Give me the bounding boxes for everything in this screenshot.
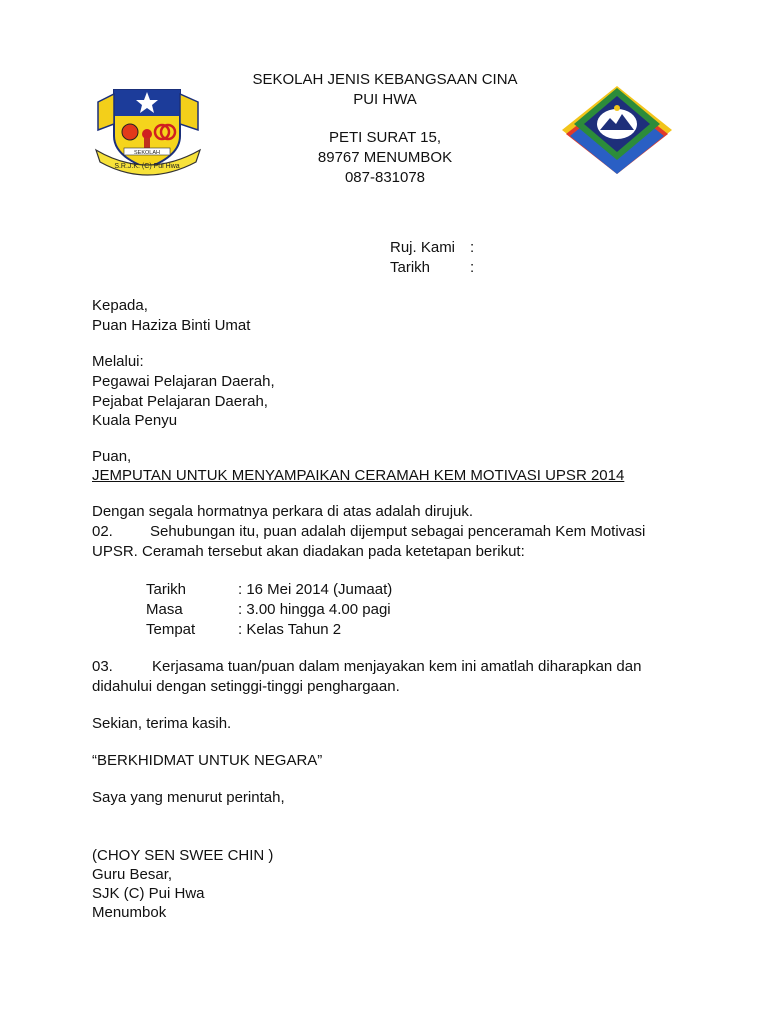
detail-row-place bbox=[146, 620, 341, 640]
via-line2: Pejabat Pelajaran Daerah, bbox=[92, 393, 268, 410]
phone-number: 087-831078 bbox=[344, 169, 426, 186]
ruj-kami-colon: : bbox=[470, 239, 475, 256]
paragraph-2-line2: UPSR. Ceramah tersebut akan diadakan pada ketetapan berikut: bbox=[92, 543, 525, 560]
ruj-kami-label: Ruj. Kami bbox=[390, 239, 456, 256]
to-label: Kepada, bbox=[92, 297, 148, 314]
tarikh-colon: : bbox=[470, 259, 475, 276]
via-label: Melalui: bbox=[92, 353, 144, 370]
via-line1: Pegawai Pelajaran Daerah, bbox=[92, 373, 275, 390]
detail-value: : 16 Mei 2014 (Jumaat) bbox=[238, 581, 393, 598]
ministry-logo bbox=[560, 84, 675, 184]
salutation: Puan, bbox=[92, 448, 132, 465]
letterhead bbox=[200, 70, 570, 110]
detail-value: : 3.00 hingga 4.00 pagi bbox=[238, 601, 391, 618]
detail-label: Tempat bbox=[146, 621, 196, 638]
signatory-title: Guru Besar, bbox=[92, 866, 173, 883]
paragraph-3-line1: Kerjasama tuan/puan dalam menjayakan kem ini amatlah diharapkan dan bbox=[152, 658, 642, 675]
closing-thanks: Sekian, terima kasih. bbox=[92, 715, 232, 732]
school-name-line1: SEKOLAH JENIS KEBANGSAAN CINA bbox=[252, 71, 518, 88]
paragraph-1: Dengan segala hormatnya perkara di atas adalah dirujuk. bbox=[92, 503, 474, 520]
address-line2: 89767 MENUMBOK bbox=[317, 149, 453, 166]
signatory-name: (CHOY SEN SWEE CHIN ) bbox=[92, 847, 274, 864]
paragraph-2-line1: Sehubungan itu, puan adalah dijemput sebagai penceramah Kem Motivasi bbox=[150, 523, 646, 540]
recipient-name: Puan Haziza Binti Umat bbox=[92, 317, 251, 334]
school-name-line2: PUI HWA bbox=[353, 91, 417, 108]
school-address bbox=[200, 128, 570, 188]
detail-label: Masa bbox=[146, 601, 183, 618]
signatory-place: Menumbok bbox=[92, 904, 167, 921]
detail-label: Tarikh bbox=[146, 581, 187, 598]
detail-value: : Kelas Tahun 2 bbox=[238, 621, 342, 638]
paragraph-3-number: 03. bbox=[92, 658, 113, 675]
closing-motto: “BERKHIDMAT UNTUK NEGARA” bbox=[92, 752, 323, 769]
crest-motto-text: SEKOLAH bbox=[134, 150, 160, 156]
address-line1: PETI SURAT 15, bbox=[329, 129, 441, 146]
paragraph-3-line2: didahului dengan setinggi-tinggi penghargaan. bbox=[92, 678, 400, 695]
signatory-school: SJK (C) Pui Hwa bbox=[92, 885, 205, 902]
tarikh-label: Tarikh bbox=[390, 259, 431, 276]
detail-row-time bbox=[146, 600, 391, 620]
paragraph-2-number: 02. bbox=[92, 523, 113, 540]
detail-row-date bbox=[146, 580, 392, 600]
subject-line: JEMPUTAN UNTUK MENYAMPAIKAN CERAMAH KEM MOTIVASI UPSR 2014 bbox=[92, 467, 625, 484]
school-crest-logo bbox=[92, 84, 204, 182]
via-line3: Kuala Penyu bbox=[92, 412, 178, 429]
crest-ribbon-text: S.R.J.K. (C) Pui Hwa bbox=[114, 163, 180, 170]
closing-obedient: Saya yang menurut perintah, bbox=[92, 789, 285, 806]
